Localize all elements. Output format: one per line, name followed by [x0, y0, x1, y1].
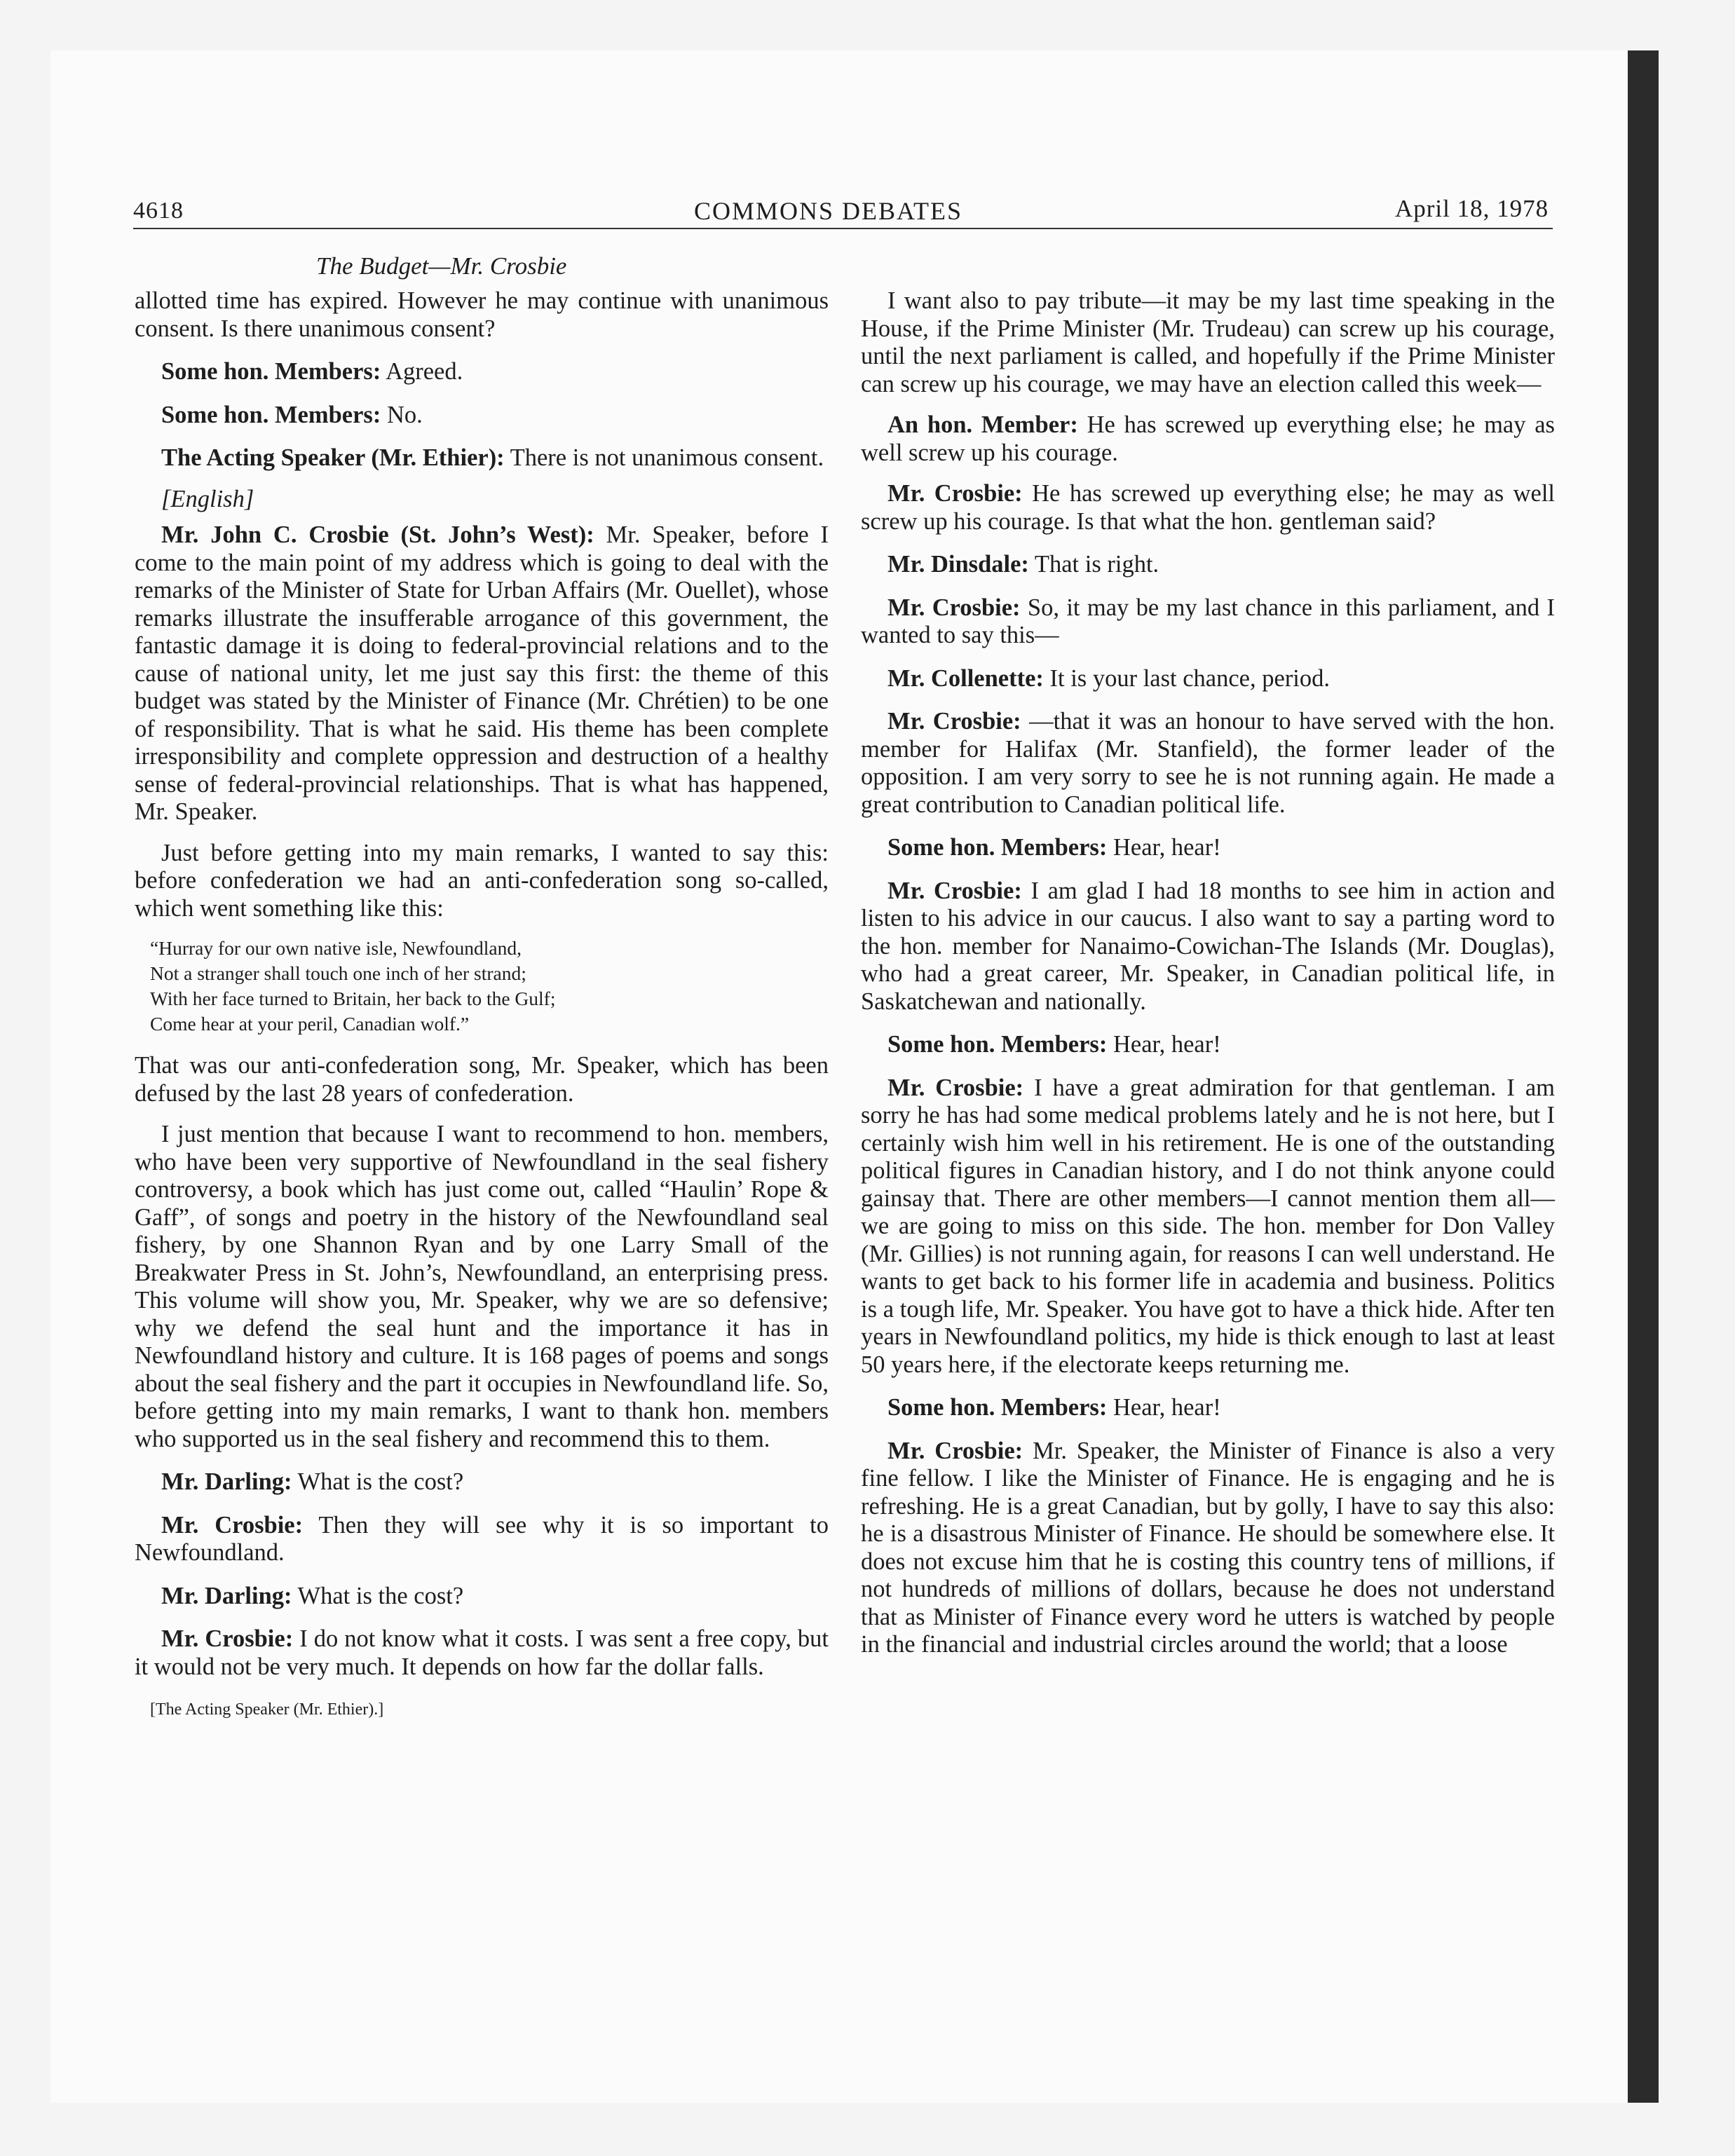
speech — [861, 594, 1555, 650]
speech-text: No. — [381, 401, 423, 428]
speech-text: Mr. Speaker, before I come to the main point of my address which is going to deal with the remarks of the Minister of State for Urban Affairs (Mr. Ouellet), whose remarks illustrate the insufferable arrogance of this government, the fantastic damage it is doing to federal-provincial relations and to the cause of national unity, let me just say this first: the theme of this budget was stated by the Minister of Finance (Mr. Chrétien) to be one of responsibility. That is what he said. His theme has been complete irresponsibility and complete oppression and destruction of a healthy sense of federal-provincial relationships. That is what has happened, Mr. Speaker. — [135, 521, 829, 825]
speech-text: There is not unanimous consent. — [504, 444, 824, 471]
speech-text: That is right. — [1028, 551, 1159, 578]
speech — [861, 878, 1555, 1016]
speaker-name: Mr. Collenette: — [887, 664, 1044, 692]
speech — [135, 521, 829, 826]
speech-text: Mr. Speaker, the Minister of Finance is also a very fine fellow. I like the Minister of Finance. He is engaging and he is refreshing. He is a great Canadian, but by golly, I have to say this also: he is a disastrous Minister of Finance. He should be somewhere else. It does not excuse him that he is costing this country tens of millions, if not hundreds of millions of dollars, because he does not understand that as Minister of Finance every word he utters is watched by people in the financial and industrial circles around the world; that a loose — [861, 1437, 1555, 1658]
speech-text: Agreed. — [381, 358, 463, 385]
speaker-name: Mr. John C. Crosbie (St. John’s West): — [161, 521, 594, 548]
speaker-name: Some hon. Members: — [161, 401, 381, 428]
speaker-name: Mr. Crosbie: — [887, 1437, 1023, 1464]
speech — [135, 444, 829, 472]
speech-text: What is the cost? — [292, 1468, 464, 1495]
speech — [861, 834, 1555, 862]
speech-text: I have a great admiration for that gentleman. I am sorry he has had some medical problems lately and he is not here, but I certainly wish him well in his retirement. He is one of the outstanding political figures in Canadian history, and I do not think anyone could gainsay that. There are other members—I cannot mention them all—we are going to miss on this side. The hon. member for Don Valley (Mr. Gillies) is not running again, for reasons I can well understand. He wants to get back to his former life in academia and business. Politics is a tough life, Mr. Speaker. You have got to have a thick hide. After ten years in Newfoundland politics, my hide is thick enough to last at least 50 years here, if the electorate keeps returning me. — [861, 1074, 1555, 1378]
header-rule — [133, 228, 1553, 229]
verse-line: Come hear at your peril, Canadian wolf.” — [150, 1013, 470, 1035]
speech — [135, 1583, 829, 1611]
speaker-name: Some hon. Members: — [887, 834, 1108, 861]
verse-line: Not a stranger shall touch one inch of her strand; — [150, 962, 526, 984]
speech-text: Then they will see why it is so important to Newfoundland. — [135, 1511, 829, 1566]
speech-text: So, it may be my last chance in this parliament, and I wanted to say this— — [861, 594, 1555, 648]
verse-line: “Hurray for our own native isle, Newfoundland, — [150, 937, 522, 959]
speaker-name: Mr. Crosbie: — [887, 480, 1023, 507]
verse-quote — [150, 936, 829, 1037]
speech — [135, 1625, 829, 1681]
paragraph: allotted time has expired. However he may continue with unanimous consent. Is there unanimous consent? — [135, 287, 829, 342]
scan-margin-top — [0, 0, 1735, 50]
speech-text: He has screwed up everything else; he may as well screw up his courage. — [861, 411, 1555, 466]
language-marker: [English] — [161, 485, 254, 512]
scan-margin-right — [1659, 0, 1735, 2156]
scan-margin-bottom — [0, 2103, 1735, 2156]
footnote: [The Acting Speaker (Mr. Ethier).] — [150, 1700, 384, 1719]
speaker-name: Mr. Crosbie: — [887, 877, 1022, 904]
speech-text: I do not know what it costs. I was sent a free copy, but it would not be very much. It depends on how far the dollar falls. — [135, 1625, 829, 1680]
speech — [861, 665, 1555, 693]
speech — [861, 708, 1555, 819]
speaker-name: Mr. Darling: — [161, 1582, 292, 1609]
speech — [135, 1512, 829, 1567]
speech-text: Hear, hear! — [1107, 834, 1221, 861]
speaker-name: Mr. Darling: — [161, 1468, 292, 1495]
speech — [861, 551, 1555, 579]
speech-text: He has screwed up everything else; he may as well screw up his courage. Is that what the hon. gentleman said? — [861, 480, 1555, 535]
speaker-name: Mr. Crosbie: — [161, 1625, 294, 1652]
speech-text: What is the cost? — [292, 1582, 464, 1609]
speech-text: —that it was an honour to have served with the hon. member for Halifax (Mr. Stanfield), the former leader of the opposition. I am very sorry to see he is not running again. He made a great contribution to Canadian political life. — [861, 708, 1555, 818]
left-column — [135, 287, 829, 1720]
verse-line: With her face turned to Britain, her back to the Gulf; — [150, 988, 556, 1009]
speech-text: I am glad I had 18 months to see him in action and listen to his advice in our caucus. I also want to say a parting word to the hon. member for Nanaimo-Cowichan-The Islands (Mr. Douglas), who had a great career, Mr. Speaker, in Canadian political life, in Saskatchewan and nationally. — [861, 877, 1555, 1015]
speaker-name: Mr. Crosbie: — [887, 1074, 1024, 1101]
speech — [861, 1074, 1555, 1379]
speaker-name: Some hon. Members: — [161, 358, 381, 385]
speech — [135, 358, 829, 386]
speech-text: Hear, hear! — [1107, 1031, 1221, 1058]
speaker-name: The Acting Speaker (Mr. Ethier): — [161, 444, 505, 471]
speech — [861, 1031, 1555, 1059]
speech — [861, 480, 1555, 535]
speaker-name: Mr. Crosbie: — [887, 708, 1021, 735]
speaker-name: Mr. Crosbie: — [887, 594, 1021, 621]
speech — [861, 411, 1555, 467]
page-number: 4618 — [133, 198, 184, 224]
scan-margin-left — [0, 0, 50, 2156]
speaker-name: Mr. Dinsdale: — [887, 551, 1029, 578]
speaker-name: Some hon. Members: — [887, 1031, 1108, 1058]
speech — [861, 1394, 1555, 1422]
binding-shadow — [1628, 50, 1659, 2103]
speech — [135, 1468, 829, 1496]
paragraph: I want also to pay tribute—it may be my last time speaking in the House, if the Prime Minister (Mr. Trudeau) can screw up his courage, until the next parliament is called, and hopefully if the Prime Minister can screw up his courage, we may have an election called this week— — [861, 287, 1555, 397]
paragraph: I just mention that because I want to recommend to hon. members, who have been very supportive of Newfoundland in the seal fishery controversy, a book which has just come out, called “Haulin’ Rope & Gaff”, of songs and poetry in the history of the Newfoundland seal fishery, by one Shannon Ryan and by one Larry Small of the Breakwater Press in St. John’s, Newfoundland, an enterprising press. This volume will show you, Mr. Speaker, why we are so defensive; why we defend the seal hunt and the importance it has in Newfoundland history and culture. It is 168 pages of poems and songs about the seal fishery and the part it occupies in Newfoundland life. So, before getting into my main remarks, I want to thank hon. members who supported us in the seal fishery and recommend this to them. — [135, 1121, 829, 1452]
issue-date: April 18, 1978 — [1395, 195, 1549, 222]
speech-text: It is your last chance, period. — [1043, 664, 1331, 692]
paragraph: That was our anti-confederation song, Mr. Speaker, which has been defused by the last 28 years of confederation. — [135, 1052, 829, 1107]
speech — [861, 1438, 1555, 1659]
speaker-name: Mr. Crosbie: — [161, 1511, 304, 1538]
speaker-name: Some hon. Members: — [887, 1394, 1108, 1421]
paragraph: Just before getting into my main remarks, I wanted to say this: before confederation we had an anti-confederation song so-called, which went something like this: — [135, 839, 829, 922]
speech — [135, 402, 829, 430]
running-head: The Budget—Mr. Crosbie — [316, 252, 567, 280]
speaker-name: An hon. Member: — [887, 411, 1078, 438]
right-column — [861, 287, 1555, 1672]
speech-text: Hear, hear! — [1107, 1394, 1221, 1421]
journal-title: COMMONS DEBATES — [694, 197, 963, 225]
